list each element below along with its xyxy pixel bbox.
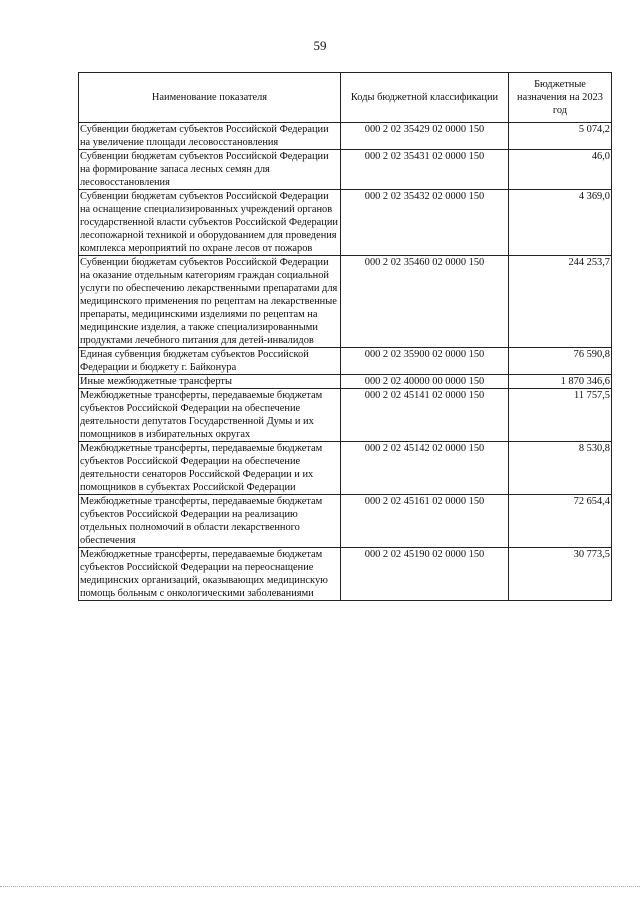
budget-code: 000 2 02 45190 02 0000 150	[341, 548, 509, 601]
budget-amount: 76 590,8	[509, 348, 612, 375]
scan-edge-rule	[0, 886, 640, 887]
table-header-row	[79, 73, 612, 123]
budget-code: 000 2 02 45141 02 0000 150	[341, 389, 509, 442]
page-number: 59	[313, 38, 327, 53]
budget-code: 000 2 02 35460 02 0000 150	[341, 256, 509, 348]
budget-code: 000 2 02 45161 02 0000 150	[341, 495, 509, 548]
budget-table	[78, 72, 612, 601]
budget-amount: 4 369,0	[509, 190, 612, 256]
table-row	[79, 123, 612, 150]
budget-amount: 72 654,4	[509, 495, 612, 548]
budget-amount: 30 773,5	[509, 548, 612, 601]
indicator-name: Субвенции бюджетам субъектов Российской Федерации на увеличение площади лесовосстановления	[79, 123, 341, 150]
indicator-name: Межбюджетные трансферты, передаваемые бюджетам субъектов Российской Федерации на реализацию отдельных полномочий в области лекарственного обеспечения	[79, 495, 341, 548]
budget-amount: 1 870 346,6	[509, 375, 612, 389]
indicator-name: Межбюджетные трансферты, передаваемые бюджетам субъектов Российской Федерации на обеспечение деятельности сенаторов Российской Федерации и их помощников в субъектах Российской Федерации	[79, 442, 341, 495]
budget-code: 000 2 02 35431 02 0000 150	[341, 150, 509, 190]
table-row	[79, 389, 612, 442]
indicator-name: Межбюджетные трансферты, передаваемые бюджетам субъектов Российской Федерации на переоснащение медицинских организаций, оказывающих медицинскую помощь больным с онкологическими заболеваниями	[79, 548, 341, 601]
table-row	[79, 495, 612, 548]
header-name: Наименование показателя	[79, 73, 341, 123]
budget-code: 000 2 02 35432 02 0000 150	[341, 190, 509, 256]
table-row	[79, 190, 612, 256]
table-row	[79, 375, 612, 389]
budget-amount: 8 530,8	[509, 442, 612, 495]
budget-code: 000 2 02 35900 02 0000 150	[341, 348, 509, 375]
table-row	[79, 442, 612, 495]
budget-amount: 46,0	[509, 150, 612, 190]
budget-amount: 5 074,2	[509, 123, 612, 150]
budget-amount: 244 253,7	[509, 256, 612, 348]
table-row	[79, 256, 612, 348]
indicator-name: Субвенции бюджетам субъектов Российской Федерации на оказание отдельным категориям граждан социальной услуги по обеспечению лекарственными препаратами для медицинского применения по рецептам на лекарственные препараты, медицинскими изделиями по рецептам на медицинские изделия, а также специализированными продуктами лечебного питания для детей-инвалидов	[79, 256, 341, 348]
table-row	[79, 150, 612, 190]
table-row	[79, 348, 612, 375]
budget-code: 000 2 02 35429 02 0000 150	[341, 123, 509, 150]
indicator-name: Межбюджетные трансферты, передаваемые бюджетам субъектов Российской Федерации на обеспечение деятельности депутатов Государственной Думы и их помощников в избирательных округах	[79, 389, 341, 442]
indicator-name: Субвенции бюджетам субъектов Российской Федерации на формирование запаса лесных семян для лесовосстановления	[79, 150, 341, 190]
budget-code: 000 2 02 40000 00 0000 150	[341, 375, 509, 389]
budget-code: 000 2 02 45142 02 0000 150	[341, 442, 509, 495]
indicator-name: Субвенции бюджетам субъектов Российской Федерации на оснащение специализированных учреждений органов государственной власти субъектов Российской Федерации лесопожарной техникой и оборудованием для проведения комплекса мероприятий по охране лесов от пожаров	[79, 190, 341, 256]
indicator-name: Единая субвенция бюджетам субъектов Российской Федерации и бюджету г. Байконура	[79, 348, 341, 375]
header-code: Коды бюджетной классификации	[341, 73, 509, 123]
budget-amount: 11 757,5	[509, 389, 612, 442]
table-row	[79, 548, 612, 601]
header-amount: Бюджетные назначения на 2023 год	[509, 73, 612, 123]
indicator-name: Иные межбюджетные трансферты	[79, 375, 341, 389]
